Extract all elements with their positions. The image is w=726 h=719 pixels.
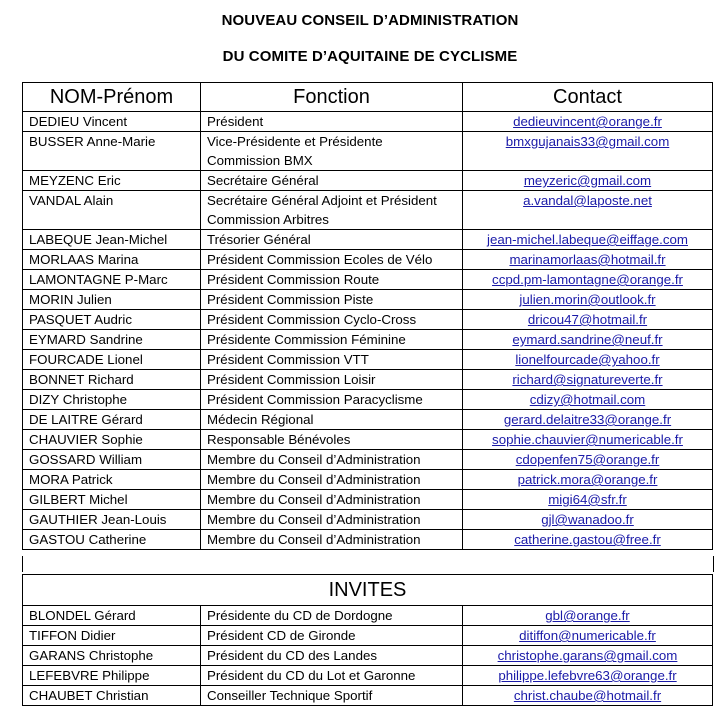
table-row — [23, 112, 713, 132]
email-link[interactable]: a.vandal@laposte.net — [523, 193, 652, 208]
table-row — [23, 606, 713, 626]
cell-name: BONNET Richard — [23, 370, 201, 390]
cell-name: CHAUVIER Sophie — [23, 430, 201, 450]
cell-function: Trésorier Général — [201, 230, 463, 250]
cell-contact — [463, 606, 713, 626]
table-row — [23, 666, 713, 686]
cell-function: Président CD de Gironde — [201, 626, 463, 646]
cell-name: GASTOU Catherine — [23, 530, 201, 550]
cell-contact — [463, 666, 713, 686]
table-row — [23, 171, 713, 191]
table-row — [23, 530, 713, 550]
table-row — [23, 370, 713, 390]
cell-contact — [463, 626, 713, 646]
email-link[interactable]: gbl@orange.fr — [545, 608, 630, 623]
cell-contact — [463, 530, 713, 550]
cell-name: LEFEBVRE Philippe — [23, 666, 201, 686]
table-row — [23, 132, 713, 171]
cell-contact — [463, 686, 713, 706]
cell-name: TIFFON Didier — [23, 626, 201, 646]
email-link[interactable]: marinamorlaas@hotmail.fr — [509, 252, 666, 267]
cell-contact — [463, 510, 713, 530]
email-link[interactable]: bmxgujanais33@gmail.com — [505, 134, 670, 149]
email-link[interactable]: sophie.chauvier@numericable.fr — [492, 432, 683, 447]
email-link[interactable]: ccpd.pm-lamontagne@orange.fr — [492, 272, 683, 287]
email-link[interactable]: migi64@sfr.fr — [548, 492, 627, 507]
document-title-line2: DU COMITE D’AQUITAINE DE CYCLISME — [222, 48, 518, 65]
table-row — [23, 470, 713, 490]
email-link[interactable]: gjl@wanadoo.fr — [541, 512, 634, 527]
cell-name: GAUTHIER Jean-Louis — [23, 510, 201, 530]
table-row — [23, 490, 713, 510]
cell-function: Secrétaire Général Adjoint et Président Commission Arbitres — [201, 191, 463, 230]
header-name: NOM-Prénom — [23, 83, 201, 112]
email-link[interactable]: dricou47@hotmail.fr — [527, 312, 648, 327]
cell-function: Président — [201, 112, 463, 132]
cell-function: Membre du Conseil d’Administration — [201, 470, 463, 490]
cell-function: Médecin Régional — [201, 410, 463, 430]
cell-name: LABEQUE Jean-Michel — [23, 230, 201, 250]
board-members-table — [22, 82, 713, 550]
email-link[interactable]: eymard.sandrine@neuf.fr — [512, 332, 663, 347]
table-row — [23, 290, 713, 310]
cell-contact — [463, 330, 713, 350]
cell-name: BUSSER Anne-Marie — [23, 132, 201, 171]
cell-contact — [463, 490, 713, 510]
cell-name: GARANS Christophe — [23, 646, 201, 666]
table-row — [23, 270, 713, 290]
cell-name: MORA Patrick — [23, 470, 201, 490]
cell-function: Présidente Commission Féminine — [201, 330, 463, 350]
email-link[interactable]: cdopenfen75@orange.fr — [515, 452, 660, 467]
cell-function: Président Commission Loisir — [201, 370, 463, 390]
cell-contact — [463, 646, 713, 666]
cell-function: Responsable Bénévoles — [201, 430, 463, 450]
table-gap — [22, 556, 714, 572]
table-row — [23, 250, 713, 270]
cell-function: Membre du Conseil d’Administration — [201, 510, 463, 530]
cell-contact — [463, 112, 713, 132]
email-link[interactable]: julien.morin@outlook.fr — [519, 292, 656, 307]
email-link[interactable]: meyzeric@gmail.com — [523, 173, 652, 188]
table-row — [23, 230, 713, 250]
cell-name: BLONDEL Gérard — [23, 606, 201, 626]
table-row — [23, 686, 713, 706]
cell-function: Présidente du CD de Dordogne — [201, 606, 463, 626]
cell-contact — [463, 290, 713, 310]
table-row — [23, 310, 713, 330]
email-link[interactable]: dedieuvincent@orange.fr — [513, 114, 662, 129]
cell-contact — [463, 450, 713, 470]
cell-name: CHAUBET Christian — [23, 686, 201, 706]
cell-contact — [463, 370, 713, 390]
header-contact: Contact — [463, 83, 713, 112]
invites-body — [23, 575, 713, 706]
cell-contact — [463, 250, 713, 270]
table-row — [23, 430, 713, 450]
cell-function: Conseiller Technique Sportif — [201, 686, 463, 706]
invites-header: INVITES — [23, 575, 713, 606]
cell-name: FOURCADE Lionel — [23, 350, 201, 370]
cell-contact — [463, 310, 713, 330]
cell-contact — [463, 270, 713, 290]
cell-name: DEDIEU Vincent — [23, 112, 201, 132]
cell-function: Président Commission Piste — [201, 290, 463, 310]
email-link[interactable]: patrick.mora@orange.fr — [517, 472, 658, 487]
cell-contact — [463, 430, 713, 450]
table-row — [23, 390, 713, 410]
members-body — [23, 112, 713, 550]
cell-function: Secrétaire Général — [201, 171, 463, 191]
cell-function: Membre du Conseil d’Administration — [201, 530, 463, 550]
cell-name: MORLAAS Marina — [23, 250, 201, 270]
email-link[interactable]: richard@signatureverte.fr — [512, 372, 663, 387]
cell-function: Président Commission Route — [201, 270, 463, 290]
cell-function: Membre du Conseil d’Administration — [201, 450, 463, 470]
table-row — [23, 350, 713, 370]
cell-name: DE LAITRE Gérard — [23, 410, 201, 430]
table-row — [23, 626, 713, 646]
email-link[interactable]: lionelfourcade@yahoo.fr — [515, 352, 660, 367]
table-row — [23, 646, 713, 666]
cell-contact — [463, 230, 713, 250]
cell-function: Président Commission VTT — [201, 350, 463, 370]
cell-name: DIZY Christophe — [23, 390, 201, 410]
email-link[interactable]: cdizy@hotmail.com — [529, 392, 646, 407]
email-link[interactable]: christ.chaube@hotmail.fr — [513, 688, 662, 703]
cell-function: Vice-Présidente et Présidente Commission BMX — [201, 132, 463, 171]
cell-contact — [463, 132, 713, 171]
cell-name: MORIN Julien — [23, 290, 201, 310]
cell-name: GILBERT Michel — [23, 490, 201, 510]
email-link[interactable]: philippe.lefebvre63@orange.fr — [498, 668, 677, 683]
cell-contact — [463, 350, 713, 370]
table-row — [23, 410, 713, 430]
cell-name: PASQUET Audric — [23, 310, 201, 330]
document-title-line1: NOUVEAU CONSEIL D’ADMINISTRATION — [221, 12, 519, 29]
cell-function: Président Commission Ecoles de Vélo — [201, 250, 463, 270]
cell-name: MEYZENC Eric — [23, 171, 201, 191]
email-link[interactable]: jean-michel.labeque@eiffage.com — [486, 232, 688, 247]
email-link[interactable]: ditiffon@numericable.fr — [519, 628, 656, 643]
email-link[interactable]: gerard.delaitre33@orange.fr — [503, 412, 672, 427]
cell-name: VANDAL Alain — [23, 191, 201, 230]
header-function: Fonction — [201, 83, 463, 112]
cell-function: Président du CD des Landes — [201, 646, 463, 666]
cell-contact — [463, 171, 713, 191]
invites-header-row — [23, 575, 713, 606]
email-link[interactable]: catherine.gastou@free.fr — [514, 532, 661, 547]
cell-contact — [463, 410, 713, 430]
cell-name: EYMARD Sandrine — [23, 330, 201, 350]
cell-function: Président Commission Cyclo-Cross — [201, 310, 463, 330]
cell-contact — [463, 191, 713, 230]
cell-function: Président du CD du Lot et Garonne — [201, 666, 463, 686]
table-row — [23, 510, 713, 530]
cell-contact — [463, 390, 713, 410]
table-row — [23, 450, 713, 470]
cell-name: GOSSARD William — [23, 450, 201, 470]
table-row — [23, 330, 713, 350]
cell-contact — [463, 470, 713, 490]
table-row — [23, 191, 713, 230]
email-link[interactable]: christophe.garans@gmail.com — [497, 648, 678, 663]
cell-function: Membre du Conseil d’Administration — [201, 490, 463, 510]
cell-function: Président Commission Paracyclisme — [201, 390, 463, 410]
cell-name: LAMONTAGNE P-Marc — [23, 270, 201, 290]
table-header-row — [23, 83, 713, 112]
invites-table — [22, 574, 713, 706]
